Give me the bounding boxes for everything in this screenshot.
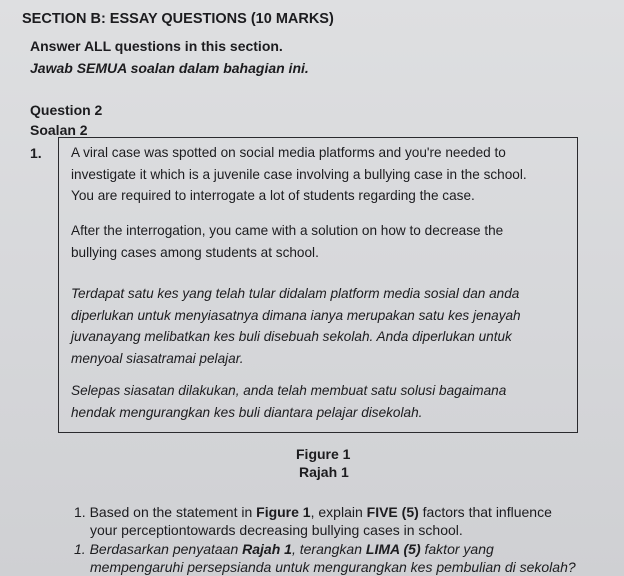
figure-line: You are required to interrogate a lot of students regarding the case. [71,188,475,203]
figure-line: bullying cases among students at school. [71,244,319,260]
task-count: LIMA (5) [365,541,421,557]
figure-caption: Figure 1 [296,446,351,462]
item-number: 1. [30,145,42,161]
task-figure-ref: Figure 1 [256,504,311,520]
figure-line: juvanayang melibatkan kes buli disebuah sekolah. Anda diperlukan untuk [71,329,512,344]
task-malay-line-1 [74,541,494,558]
task-malay-line-2: mempengaruhi persepsianda untuk mengurangkan kes pembulian di sekolah? [90,559,576,575]
figure-paragraph-malay-1 [71,283,571,369]
instruction-malay: Jawab SEMUA soalan dalam bahagian ini. [30,60,309,76]
figure-line: Selepas siasatan dilakukan, anda telah membuat satu solusi bagaimana [71,383,507,398]
figure-line: diperlukan untuk menyiasatnya dimana ianya merupakan satu kes jenayah [71,307,521,323]
figure-paragraph-english-2 [71,220,571,263]
figure-line: investigate it which is a juvenile case involving a bullying case in the school. [71,166,527,182]
figure-line: menyoal siasatramai pelajar. [71,350,244,366]
task-text: faktor yang [424,541,494,557]
section-title: SECTION B: ESSAY QUESTIONS (10 MARKS) [22,11,334,27]
instruction-english: Answer ALL questions in this section. [30,38,283,54]
task-figure-ref: Rajah 1 [242,541,292,557]
figure-line: After the interrogation, you came with a solution on how to decrease the [71,223,504,238]
task-english-line-1 [74,504,552,521]
task-count: FIVE (5) [366,504,419,520]
task-text: , explain [310,504,363,520]
figure-paragraph-malay-2 [71,380,571,423]
figure-caption-malay: Rajah 1 [299,464,349,480]
task-text: , terangkan [291,541,363,557]
task-text: Berdasarkan penyataan [89,541,239,557]
task-text: Based on the statement in [89,504,253,520]
task-number: 1. [74,541,86,557]
question-label-malay: Soalan 2 [30,122,88,138]
figure-line: Terdapat satu kes yang telah tular didalam platform media sosial dan anda [71,286,520,301]
figure-1-box [58,137,578,433]
task-number: 1. [74,504,86,520]
figure-line: A viral case was spotted on social media platforms and you're needed to [71,145,506,160]
figure-line: hendak mengurangkan kes buli diantara pelajar disekolah. [71,404,423,420]
question-label: Question 2 [30,102,103,118]
figure-paragraph-english-1 [71,142,571,207]
task-english-line-2: your perceptiontowards decreasing bullying cases in school. [90,522,463,538]
task-text: factors that influence [422,504,552,520]
